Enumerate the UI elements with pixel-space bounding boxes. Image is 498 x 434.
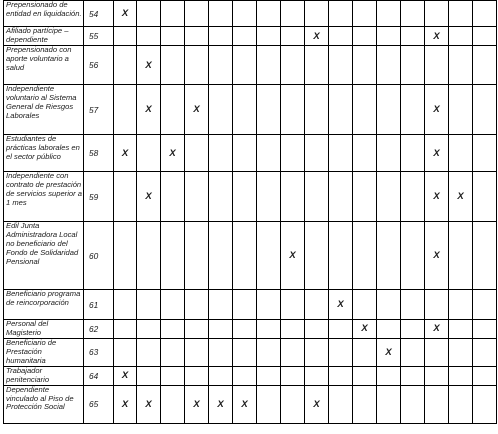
mark-cell bbox=[329, 320, 353, 339]
mark-cell-checked: X bbox=[377, 338, 401, 366]
row-description: Beneficiario de Prestación humanitaria bbox=[4, 338, 84, 366]
mark-cell bbox=[449, 27, 473, 46]
mark-cell bbox=[281, 46, 305, 85]
mark-cell bbox=[185, 338, 209, 366]
mark-cell bbox=[257, 366, 281, 385]
mark-cell bbox=[161, 46, 185, 85]
mark-cell bbox=[329, 366, 353, 385]
mark-cell-checked: X bbox=[281, 222, 305, 290]
mark-cell bbox=[281, 27, 305, 46]
mark-cell bbox=[257, 222, 281, 290]
mark-cell bbox=[401, 338, 425, 366]
row-code: 60 bbox=[84, 222, 114, 290]
mark-cell bbox=[137, 290, 161, 320]
mark-cell bbox=[114, 290, 137, 320]
mark-cell bbox=[401, 172, 425, 222]
row-code: 58 bbox=[84, 135, 114, 172]
mark-cell-checked: X bbox=[233, 385, 257, 423]
mark-cell bbox=[473, 338, 497, 366]
mark-cell bbox=[377, 366, 401, 385]
mark-cell-checked: X bbox=[353, 320, 377, 339]
mark-cell bbox=[209, 46, 233, 85]
mark-cell bbox=[353, 135, 377, 172]
mark-cell bbox=[401, 27, 425, 46]
mark-cell bbox=[209, 290, 233, 320]
row-description: Estudiantes de prácticas laborales en el sector público bbox=[4, 135, 84, 172]
mark-cell bbox=[473, 320, 497, 339]
mark-cell bbox=[281, 85, 305, 135]
mark-cell bbox=[329, 135, 353, 172]
mark-cell bbox=[161, 222, 185, 290]
mark-cell bbox=[114, 222, 137, 290]
mark-cell bbox=[137, 338, 161, 366]
mark-cell bbox=[161, 338, 185, 366]
mark-cell bbox=[114, 46, 137, 85]
mark-cell-checked: X bbox=[137, 85, 161, 135]
mark-cell bbox=[353, 366, 377, 385]
mark-cell bbox=[257, 338, 281, 366]
mark-cell bbox=[209, 1, 233, 27]
mark-cell-checked: X bbox=[425, 27, 449, 46]
table-row bbox=[4, 222, 497, 290]
mark-cell bbox=[281, 135, 305, 172]
mark-cell-checked: X bbox=[305, 385, 329, 423]
mark-cell bbox=[305, 320, 329, 339]
mark-cell-checked: X bbox=[425, 135, 449, 172]
mark-cell bbox=[305, 135, 329, 172]
mark-cell-checked: X bbox=[137, 385, 161, 423]
table-row bbox=[4, 290, 497, 320]
row-code: 55 bbox=[84, 27, 114, 46]
mark-cell bbox=[209, 172, 233, 222]
mark-cell bbox=[425, 290, 449, 320]
mark-cell bbox=[233, 320, 257, 339]
mark-cell bbox=[137, 135, 161, 172]
mark-cell bbox=[114, 338, 137, 366]
mark-cell bbox=[185, 27, 209, 46]
mark-cell bbox=[257, 46, 281, 85]
mark-cell bbox=[425, 385, 449, 423]
mark-cell bbox=[377, 385, 401, 423]
mark-cell bbox=[377, 222, 401, 290]
mark-cell bbox=[377, 172, 401, 222]
mark-cell bbox=[449, 222, 473, 290]
mark-cell bbox=[185, 172, 209, 222]
mark-cell bbox=[353, 385, 377, 423]
mark-cell bbox=[377, 27, 401, 46]
mark-cell bbox=[233, 366, 257, 385]
row-description: Personal del Magisterio bbox=[4, 320, 84, 339]
table-row bbox=[4, 1, 497, 27]
mark-cell bbox=[114, 172, 137, 222]
mark-cell bbox=[209, 222, 233, 290]
mark-cell bbox=[281, 172, 305, 222]
mark-cell bbox=[209, 27, 233, 46]
mark-cell bbox=[185, 46, 209, 85]
mark-cell bbox=[473, 172, 497, 222]
mark-cell bbox=[257, 27, 281, 46]
mark-cell bbox=[209, 135, 233, 172]
mark-cell bbox=[425, 338, 449, 366]
mark-cell bbox=[161, 1, 185, 27]
table-row bbox=[4, 385, 497, 423]
mark-cell bbox=[305, 338, 329, 366]
row-description: Trabajador penitenciario bbox=[4, 366, 84, 385]
row-code: 65 bbox=[84, 385, 114, 423]
mark-cell bbox=[161, 385, 185, 423]
mark-cell bbox=[185, 135, 209, 172]
mark-cell bbox=[233, 290, 257, 320]
mark-cell bbox=[209, 366, 233, 385]
table-row bbox=[4, 338, 497, 366]
mark-cell bbox=[377, 290, 401, 320]
mark-cell-checked: X bbox=[185, 385, 209, 423]
mark-cell bbox=[233, 27, 257, 46]
mark-cell bbox=[449, 46, 473, 85]
mark-cell bbox=[449, 385, 473, 423]
mark-cell bbox=[281, 385, 305, 423]
mark-cell bbox=[233, 85, 257, 135]
mark-cell bbox=[449, 85, 473, 135]
mark-cell bbox=[473, 290, 497, 320]
mark-cell-checked: X bbox=[305, 27, 329, 46]
row-description: Prepensionado con aporte voluntario a salud bbox=[4, 46, 84, 85]
mark-cell bbox=[425, 366, 449, 385]
mark-cell bbox=[257, 135, 281, 172]
mark-cell bbox=[425, 46, 449, 85]
contributor-type-table bbox=[3, 0, 497, 424]
mark-cell bbox=[401, 135, 425, 172]
mark-cell bbox=[401, 290, 425, 320]
mark-cell bbox=[114, 27, 137, 46]
mark-cell bbox=[185, 366, 209, 385]
mark-cell-checked: X bbox=[425, 222, 449, 290]
mark-cell bbox=[401, 46, 425, 85]
row-description: Prepensionado de entidad en liquidación. bbox=[4, 1, 84, 27]
mark-cell bbox=[185, 1, 209, 27]
mark-cell bbox=[257, 172, 281, 222]
mark-cell bbox=[353, 290, 377, 320]
table-row bbox=[4, 46, 497, 85]
mark-cell bbox=[233, 46, 257, 85]
mark-cell bbox=[377, 320, 401, 339]
mark-cell bbox=[353, 338, 377, 366]
mark-cell bbox=[401, 222, 425, 290]
mark-cell bbox=[185, 222, 209, 290]
table-row bbox=[4, 366, 497, 385]
mark-cell bbox=[473, 46, 497, 85]
mark-cell bbox=[377, 1, 401, 27]
row-code: 64 bbox=[84, 366, 114, 385]
mark-cell bbox=[161, 85, 185, 135]
mark-cell bbox=[161, 172, 185, 222]
mark-cell bbox=[137, 222, 161, 290]
mark-cell bbox=[114, 320, 137, 339]
mark-cell bbox=[137, 320, 161, 339]
mark-cell bbox=[473, 85, 497, 135]
mark-cell bbox=[425, 1, 449, 27]
mark-cell bbox=[353, 172, 377, 222]
table-row bbox=[4, 135, 497, 172]
mark-cell bbox=[305, 222, 329, 290]
row-code: 56 bbox=[84, 46, 114, 85]
mark-cell bbox=[473, 135, 497, 172]
row-code: 59 bbox=[84, 172, 114, 222]
mark-cell bbox=[449, 366, 473, 385]
mark-cell bbox=[281, 1, 305, 27]
mark-cell-checked: X bbox=[185, 85, 209, 135]
mark-cell bbox=[233, 222, 257, 290]
mark-cell bbox=[161, 27, 185, 46]
row-description: Dependiente vinculado al Piso de Protección Social bbox=[4, 385, 84, 423]
mark-cell bbox=[377, 46, 401, 85]
row-code: 62 bbox=[84, 320, 114, 339]
mark-cell bbox=[329, 46, 353, 85]
mark-cell bbox=[401, 366, 425, 385]
mark-cell-checked: X bbox=[449, 172, 473, 222]
mark-cell bbox=[449, 135, 473, 172]
mark-cell bbox=[114, 85, 137, 135]
mark-cell bbox=[257, 85, 281, 135]
mark-cell bbox=[449, 1, 473, 27]
mark-cell bbox=[473, 222, 497, 290]
mark-cell bbox=[257, 290, 281, 320]
mark-cell-checked: X bbox=[114, 1, 137, 27]
row-code: 54 bbox=[84, 1, 114, 27]
mark-cell bbox=[233, 135, 257, 172]
mark-cell bbox=[473, 27, 497, 46]
mark-cell bbox=[305, 85, 329, 135]
mark-cell bbox=[305, 366, 329, 385]
mark-cell bbox=[209, 85, 233, 135]
mark-cell bbox=[449, 290, 473, 320]
mark-cell bbox=[305, 172, 329, 222]
mark-cell-checked: X bbox=[114, 385, 137, 423]
mark-cell-checked: X bbox=[209, 385, 233, 423]
mark-cell bbox=[233, 1, 257, 27]
table-row bbox=[4, 172, 497, 222]
mark-cell bbox=[281, 290, 305, 320]
mark-cell bbox=[401, 320, 425, 339]
mark-cell bbox=[233, 338, 257, 366]
mark-cell bbox=[401, 85, 425, 135]
mark-cell bbox=[137, 27, 161, 46]
mark-cell bbox=[353, 85, 377, 135]
mark-cell bbox=[257, 1, 281, 27]
mark-cell bbox=[209, 338, 233, 366]
table-row bbox=[4, 320, 497, 339]
row-description: Beneficiario programa de reincorporación bbox=[4, 290, 84, 320]
mark-cell bbox=[305, 46, 329, 85]
mark-cell bbox=[473, 1, 497, 27]
mark-cell bbox=[185, 290, 209, 320]
row-description: Afiliado partícipe – dependiente bbox=[4, 27, 84, 46]
mark-cell bbox=[233, 172, 257, 222]
mark-cell bbox=[353, 27, 377, 46]
mark-cell-checked: X bbox=[114, 135, 137, 172]
mark-cell bbox=[161, 320, 185, 339]
mark-cell bbox=[281, 366, 305, 385]
mark-cell-checked: X bbox=[329, 290, 353, 320]
mark-cell bbox=[473, 385, 497, 423]
mark-cell bbox=[281, 320, 305, 339]
mark-cell bbox=[185, 320, 209, 339]
mark-cell bbox=[329, 1, 353, 27]
mark-cell-checked: X bbox=[425, 320, 449, 339]
mark-cell bbox=[137, 1, 161, 27]
mark-cell-checked: X bbox=[137, 46, 161, 85]
mark-cell bbox=[401, 385, 425, 423]
table-body bbox=[4, 1, 497, 424]
table-row bbox=[4, 85, 497, 135]
mark-cell bbox=[305, 1, 329, 27]
row-description: Independiente voluntario al Sistema General de Riesgos Laborales bbox=[4, 85, 84, 135]
mark-cell bbox=[329, 85, 353, 135]
mark-cell bbox=[449, 320, 473, 339]
row-code: 57 bbox=[84, 85, 114, 135]
mark-cell bbox=[257, 320, 281, 339]
mark-cell bbox=[401, 1, 425, 27]
mark-cell bbox=[281, 338, 305, 366]
mark-cell bbox=[161, 290, 185, 320]
mark-cell bbox=[305, 290, 329, 320]
mark-cell bbox=[329, 27, 353, 46]
row-description: Edil Junta Administradora Local no beneficiario del Fondo de Solidaridad Pensional bbox=[4, 222, 84, 290]
mark-cell bbox=[329, 338, 353, 366]
mark-cell bbox=[161, 366, 185, 385]
mark-cell bbox=[353, 46, 377, 85]
mark-cell-checked: X bbox=[425, 85, 449, 135]
mark-cell bbox=[473, 366, 497, 385]
table-row bbox=[4, 27, 497, 46]
mark-cell-checked: X bbox=[161, 135, 185, 172]
mark-cell-checked: X bbox=[114, 366, 137, 385]
mark-cell-checked: X bbox=[137, 172, 161, 222]
row-description: Independiente con contrato de prestación de servicios superior a 1 mes bbox=[4, 172, 84, 222]
row-code: 63 bbox=[84, 338, 114, 366]
mark-cell bbox=[209, 320, 233, 339]
mark-cell bbox=[377, 85, 401, 135]
mark-cell bbox=[137, 366, 161, 385]
mark-cell bbox=[353, 1, 377, 27]
mark-cell bbox=[257, 385, 281, 423]
mark-cell bbox=[329, 172, 353, 222]
mark-cell bbox=[329, 385, 353, 423]
mark-cell bbox=[449, 338, 473, 366]
row-code: 61 bbox=[84, 290, 114, 320]
mark-cell bbox=[377, 135, 401, 172]
mark-cell bbox=[353, 222, 377, 290]
mark-cell-checked: X bbox=[425, 172, 449, 222]
mark-cell bbox=[329, 222, 353, 290]
